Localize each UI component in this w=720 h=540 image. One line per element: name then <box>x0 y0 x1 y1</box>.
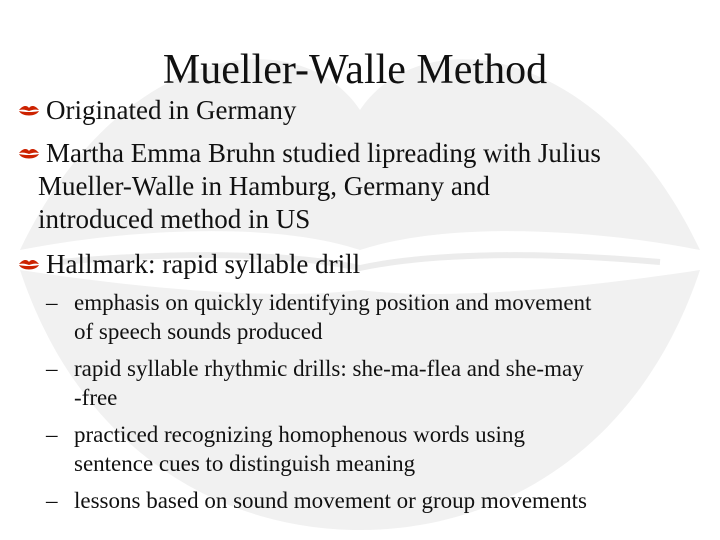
lips-bullet-icon <box>18 104 40 118</box>
sub-bullet-line: emphasis on quickly identifying position and movement <box>74 290 592 315</box>
bullet-item <box>18 137 708 236</box>
bullet-line: Mueller-Walle in Hamburg, Germany and <box>38 171 490 201</box>
sub-bullet-item <box>46 486 706 515</box>
sub-bullet-line: sentence cues to distinguish meaning <box>74 451 416 476</box>
sub-bullet-list <box>46 288 706 523</box>
dash-marker: – <box>46 290 58 315</box>
bullet-line: Martha Emma Bruhn studied lipreading with Julius <box>46 138 601 168</box>
dash-marker: – <box>46 356 58 381</box>
lips-bullet-icon <box>18 258 40 272</box>
dash-marker: – <box>46 422 58 447</box>
sub-bullet-item <box>46 354 706 412</box>
dash-marker: – <box>46 488 58 513</box>
sub-bullet-item <box>46 420 706 478</box>
sub-bullet-line: practiced recognizing homophenous words using <box>74 422 525 447</box>
sub-bullet-line: rapid syllable rhythmic drills: she-ma-flea and she-may <box>74 356 584 381</box>
bullet-text: Originated in Germany <box>46 95 297 125</box>
sub-bullet-line: lessons based on sound movement or group movements <box>74 488 587 513</box>
bullet-text: Hallmark: rapid syllable drill <box>46 249 361 279</box>
sub-bullet-line: -free <box>74 385 118 410</box>
bullet-line: introduced method in US <box>38 204 311 234</box>
bullet-text <box>18 137 708 236</box>
sub-bullet-line: of speech sounds produced <box>74 319 323 344</box>
slide-title: Mueller-Walle Method <box>162 47 548 93</box>
sub-bullet-item <box>46 288 706 346</box>
bullet-item <box>18 94 708 127</box>
bullet-item <box>18 248 708 281</box>
lips-bullet-icon <box>18 147 40 161</box>
